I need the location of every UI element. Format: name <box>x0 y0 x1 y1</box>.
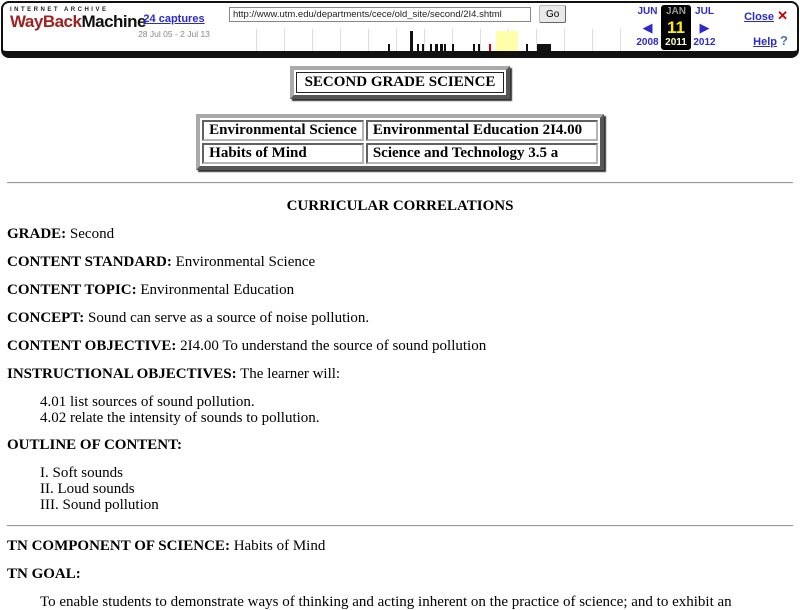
table-row <box>202 143 598 164</box>
field-value: Second <box>69 226 115 242</box>
nav-current-column <box>661 5 691 50</box>
capture-tick[interactable] <box>489 44 491 51</box>
capture-tick[interactable] <box>435 44 438 51</box>
nav-next-column <box>691 5 718 50</box>
field-value: The learner will: <box>240 366 341 382</box>
help-question-icon[interactable]: ? <box>780 33 788 48</box>
wayback-logo[interactable] <box>10 7 146 31</box>
capture-tick[interactable] <box>537 44 551 51</box>
prev-month-link[interactable]: JUN <box>637 6 658 17</box>
prev-year-label: 2008 <box>636 37 659 48</box>
field-content-topic <box>7 282 793 299</box>
outline-heading <box>7 437 793 454</box>
captures-block <box>121 9 227 39</box>
brand-wayback: WayBack <box>10 12 82 31</box>
outline-item: III. Sound pollution <box>40 497 159 513</box>
capture-tick[interactable] <box>444 44 446 51</box>
capture-tick[interactable] <box>526 44 528 51</box>
field-concept <box>7 310 793 327</box>
divider <box>7 182 793 184</box>
field-value: Environmental Education <box>140 282 295 298</box>
field-value: Habits of Mind <box>233 538 326 554</box>
capture-tick[interactable] <box>388 44 390 51</box>
field-label: TN COMPONENT OF SCIENCE: <box>7 538 230 554</box>
capture-tick[interactable] <box>452 44 454 51</box>
tn-goal-heading <box>7 566 793 583</box>
field-tn-component <box>7 538 793 555</box>
capture-tick[interactable] <box>422 44 424 51</box>
field-instructional-objectives <box>7 366 793 383</box>
current-day-label: 11 <box>667 18 685 37</box>
field-label: CONTENT OBJECTIVE: <box>7 338 177 354</box>
help-link[interactable]: Help <box>753 36 777 48</box>
field-content-objective <box>7 338 793 355</box>
brand-machine: Machine <box>81 12 146 31</box>
objective-item: 4.01 list sources of sound pollution. <box>40 394 255 410</box>
date-navigation <box>634 5 718 50</box>
close-x-icon[interactable]: ✕ <box>777 8 788 23</box>
next-year-label: 2012 <box>693 37 716 48</box>
capture-tick[interactable] <box>478 44 480 51</box>
field-value: 2I4.00 To understand the source of sound pollution <box>180 338 487 354</box>
captures-link[interactable]: 24 captures <box>143 13 205 25</box>
capture-tick[interactable] <box>430 44 432 51</box>
table-cell: Science and Technology 3.5 a <box>366 143 598 164</box>
field-label: CONTENT STANDARD: <box>7 254 172 270</box>
table-cell: Environmental Science <box>202 120 364 141</box>
next-capture-arrow-icon[interactable]: ▶ <box>699 20 710 35</box>
tn-goal-text: To enable students to demonstrate ways of thinking and acting inherent on the practice of science; and to exhibit an <box>40 594 732 610</box>
next-month-link[interactable]: JUL <box>695 6 714 17</box>
field-label: CONTENT TOPIC: <box>7 282 137 298</box>
timeline-current-highlight <box>496 31 518 51</box>
captures-date-range: 28 Jul 05 - 2 Jul 13 <box>138 29 210 39</box>
url-input[interactable] <box>229 7 531 22</box>
table-cell: Habits of Mind <box>202 143 364 164</box>
capture-tick[interactable] <box>410 31 413 51</box>
current-year-label: 2011 <box>665 37 687 48</box>
field-label: GRADE: <box>7 226 67 242</box>
current-month-label: JAN <box>665 6 686 17</box>
close-block <box>744 8 788 24</box>
divider <box>7 525 793 527</box>
field-value: Sound can serve as a source of noise pollution. <box>87 310 370 326</box>
page-title: SECOND GRADE SCIENCE <box>296 72 505 93</box>
table-row <box>202 120 598 141</box>
wayback-brand <box>10 12 146 31</box>
help-block <box>753 33 788 48</box>
page-content <box>0 58 800 610</box>
wayback-toolbar <box>1 1 799 58</box>
outline-item: I. Soft sounds <box>40 465 123 481</box>
field-content-standard <box>7 254 793 271</box>
capture-tick[interactable] <box>440 44 443 51</box>
internet-archive-label: INTERNET ARCHIVE <box>10 7 109 13</box>
table-cell: Environmental Education 2I4.00 <box>366 120 598 141</box>
course-info-table <box>196 114 604 170</box>
field-label: INSTRUCTIONAL OBJECTIVES: <box>7 366 237 382</box>
field-label: TN GOAL: <box>7 566 81 582</box>
capture-tick[interactable] <box>417 44 419 51</box>
page-title-box <box>290 66 511 99</box>
outline-list <box>40 465 793 513</box>
field-label: CONCEPT: <box>7 310 85 326</box>
objective-item: 4.02 relate the intensity of sounds to pollution. <box>40 410 320 426</box>
field-grade <box>7 226 793 243</box>
outline-item: II. Loud sounds <box>40 481 135 497</box>
field-value: Environmental Science <box>175 254 316 270</box>
prev-capture-arrow-icon[interactable]: ◀ <box>642 20 653 35</box>
nav-prev-column <box>634 5 661 50</box>
capture-tick[interactable] <box>473 44 475 51</box>
objectives-list <box>40 394 793 426</box>
section-heading: CURRICULAR CORRELATIONS <box>286 198 514 214</box>
close-link[interactable]: Close <box>744 11 775 23</box>
field-label: OUTLINE OF CONTENT: <box>7 437 183 453</box>
capture-timeline[interactable] <box>229 29 631 51</box>
go-button[interactable]: Go <box>539 5 566 23</box>
